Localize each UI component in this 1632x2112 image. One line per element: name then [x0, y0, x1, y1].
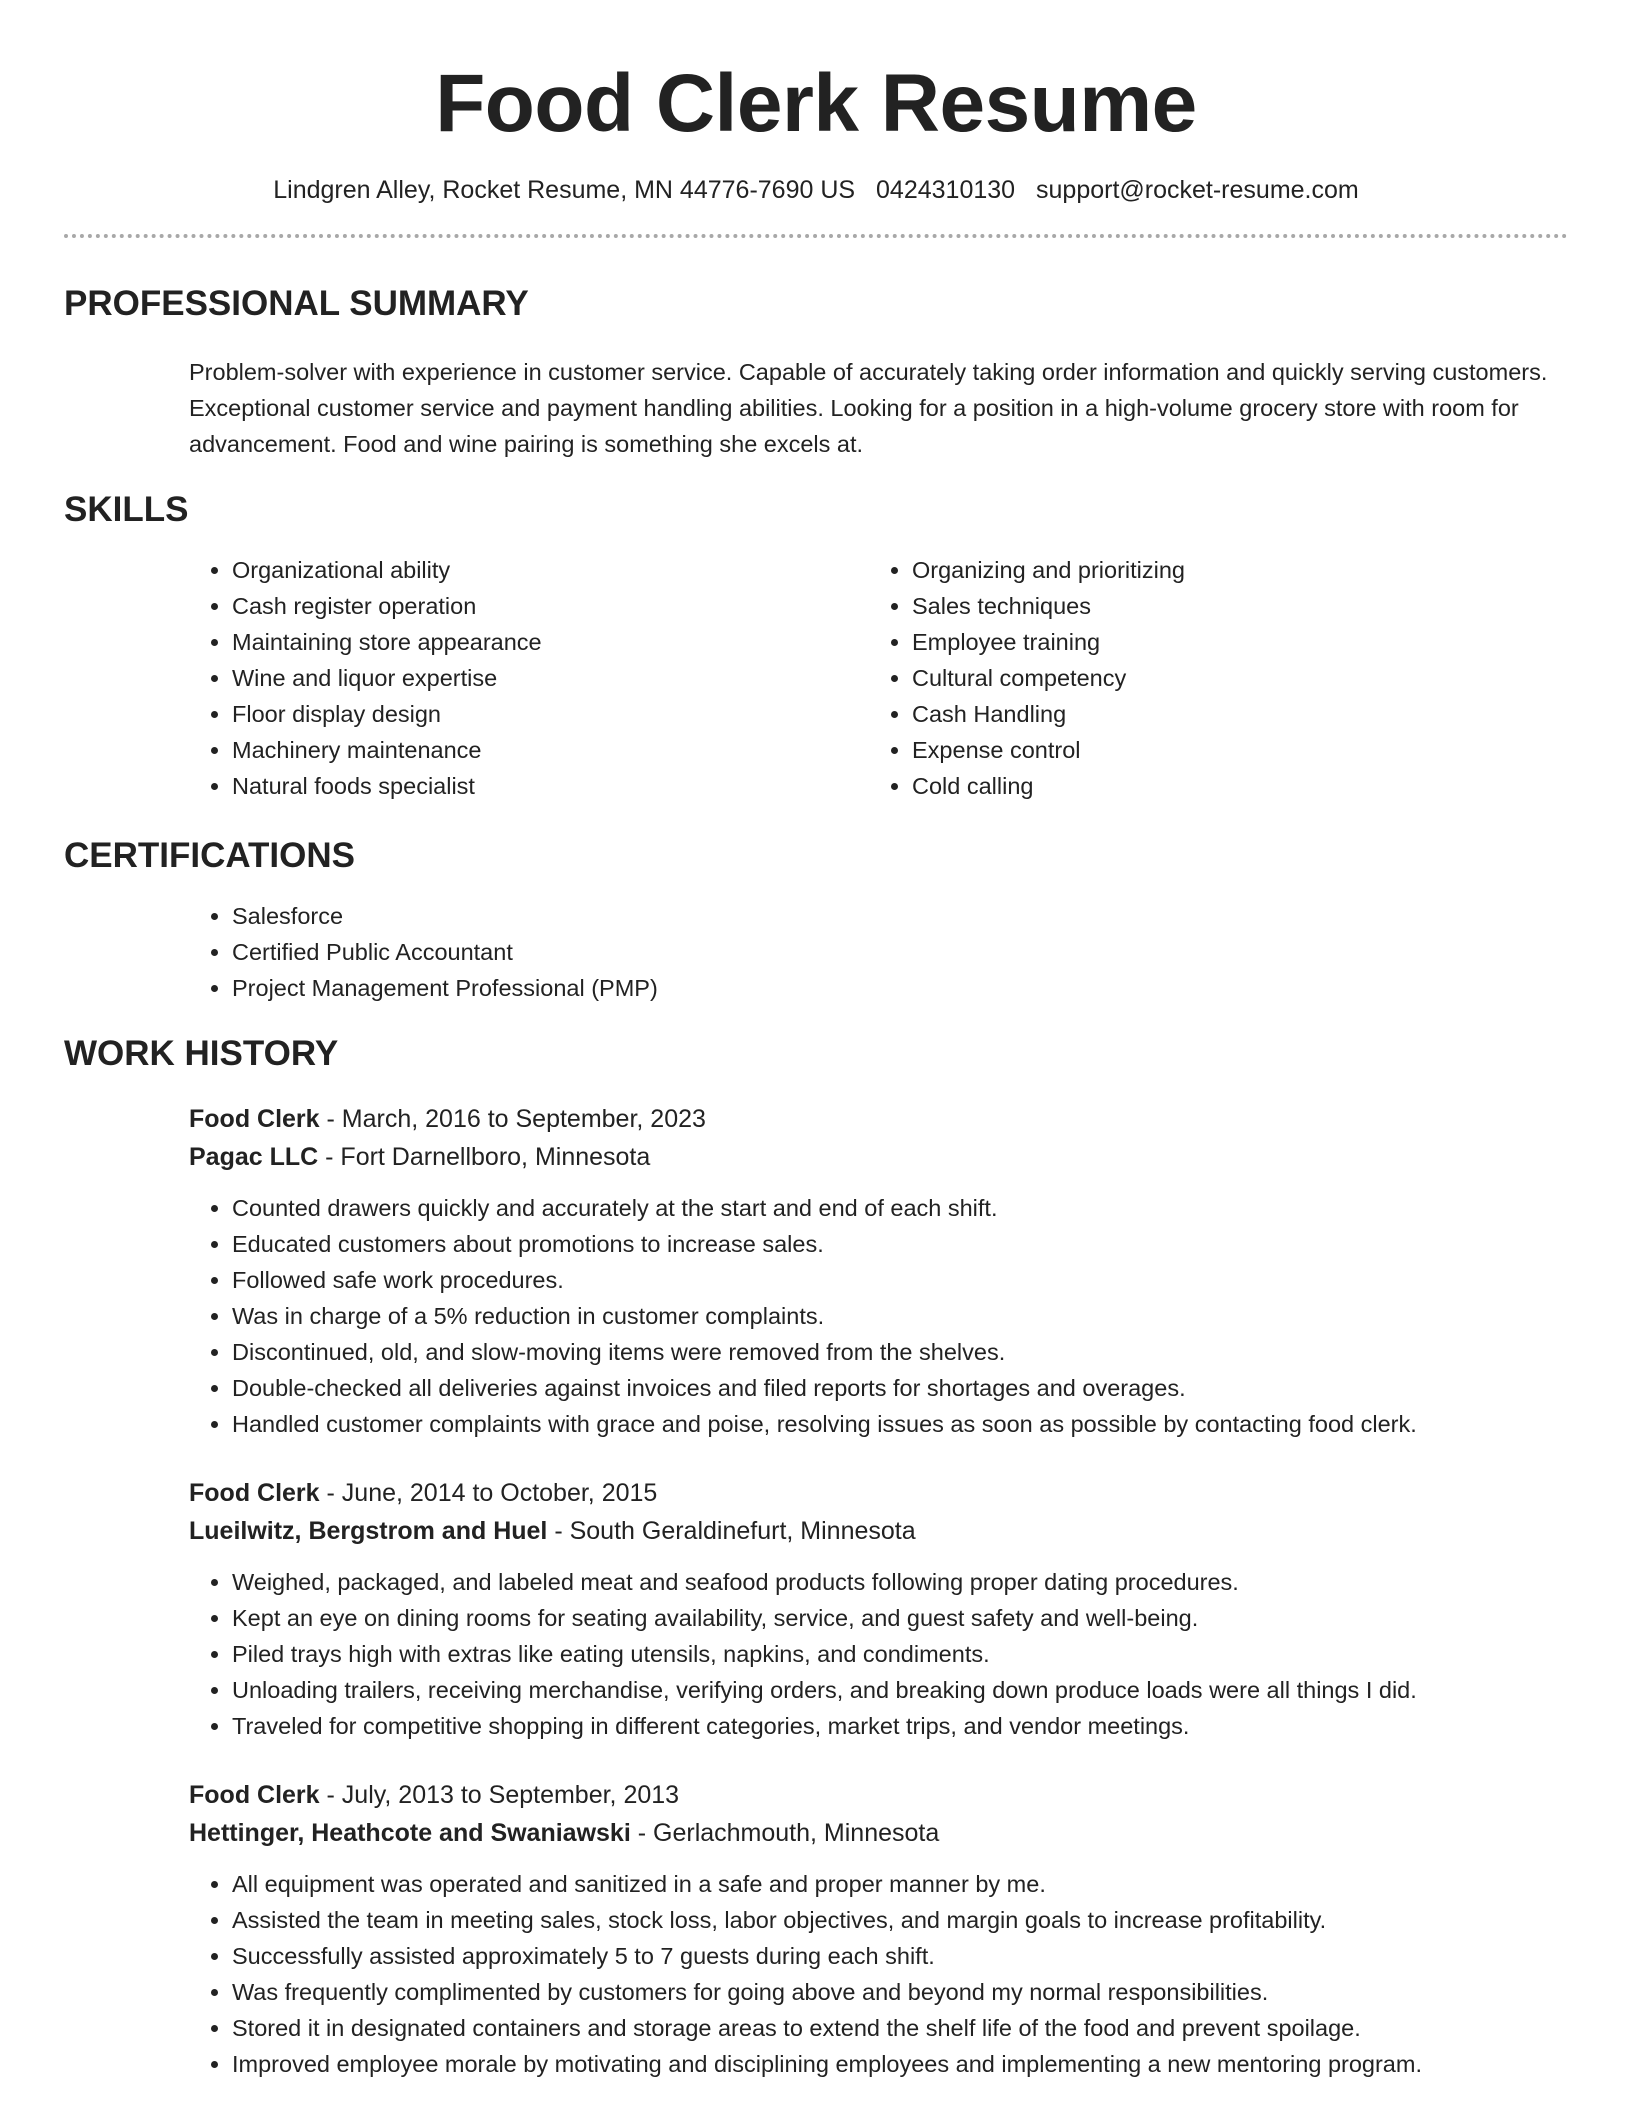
job-title: Food Clerk — [189, 1781, 320, 1809]
job-title: Food Clerk — [189, 1105, 320, 1133]
skill-item: • Sales techniques — [912, 588, 1469, 624]
skill-item: • Cash Handling — [912, 696, 1469, 732]
job-entry — [189, 1474, 1568, 1744]
job-bullet: • Handled customer complaints with grace and poise, resolving issues as soon as possible by contacting food clerk. — [232, 1406, 1568, 1442]
job-company: Lueilwitz, Bergstrom and Huel — [189, 1517, 548, 1545]
skill-item: • Wine and liquor expertise — [232, 660, 869, 696]
job-bullet: • Kept an eye on dining rooms for seating availability, service, and guest safety and well-being. — [232, 1600, 1568, 1636]
job-location: - Fort Darnellboro, Minnesota — [318, 1143, 651, 1171]
certifications-section — [64, 836, 1568, 1006]
job-bullet: • Counted drawers quickly and accurately at the start and end of each shift. — [232, 1190, 1568, 1226]
skill-item: • Natural foods specialist — [232, 768, 869, 804]
job-bullet: • Traveled for competitive shopping in different categories, market trips, and vendor meetings. — [232, 1708, 1568, 1744]
job-bullet: • Weighed, packaged, and labeled meat and seafood products following proper dating procedures. — [232, 1564, 1568, 1600]
job-bullet: • Followed safe work procedures. — [232, 1262, 1568, 1298]
job-company: Hettinger, Heathcote and Swaniawski — [189, 1819, 631, 1847]
contact-phone: 0424310130 — [876, 176, 1016, 204]
certifications-list — [189, 898, 1568, 1006]
job-dates: - March, 2016 to September, 2023 — [319, 1105, 706, 1133]
job-entry — [189, 1776, 1568, 2082]
job-location: - Gerlachmouth, Minnesota — [630, 1819, 940, 1847]
summary-heading: PROFESSIONAL SUMMARY — [64, 284, 529, 323]
skill-item: • Cultural competency — [912, 660, 1469, 696]
skill-item: • Organizational ability — [232, 552, 869, 588]
job-bullet: • Stored it in designated containers and storage areas to extend the shelf life of the food and prevent spoilage. — [232, 2010, 1568, 2046]
job-bullet: • All equipment was operated and sanitized in a safe and proper manner by me. — [232, 1866, 1568, 1902]
skill-item: • Floor display design — [232, 696, 869, 732]
job-title-line — [189, 1100, 1568, 1138]
skill-item: • Maintaining store appearance — [232, 624, 869, 660]
contact-line — [64, 174, 1568, 206]
job-title: Food Clerk — [189, 1479, 320, 1507]
header-divider — [64, 234, 1568, 238]
job-bullets — [189, 1564, 1568, 1744]
skills-section — [64, 490, 1568, 804]
skills-columns — [189, 552, 1568, 804]
job-bullet: • Unloading trailers, receiving merchandise, verifying orders, and breaking down produce loads were all things I did. — [232, 1672, 1568, 1708]
job-title-line — [189, 1474, 1568, 1512]
work-history-section — [64, 1034, 1568, 2082]
job-bullet: • Successfully assisted approximately 5 to 7 guests during each shift. — [232, 1938, 1568, 1974]
skills-column-left — [189, 552, 869, 804]
contact-address: Lindgren Alley, Rocket Resume, MN 44776-7690 US — [273, 176, 856, 204]
summary-text: Problem-solver with experience in customer service. Capable of accurately taking order information and quickly serving customers. Exceptional customer service and payment handling abilities. Looking for a position in a high-volume grocery store with room for advancement. Food and wine pairing is something she excels at. — [189, 359, 1548, 457]
job-bullet: • Was frequently complimented by customers for going above and beyond my normal responsibilities. — [232, 1974, 1568, 2010]
skill-item: • Expense control — [912, 732, 1469, 768]
job-company-line — [189, 1512, 1568, 1550]
job-company-line — [189, 1814, 1568, 1852]
work-history-heading: WORK HISTORY — [64, 1034, 339, 1073]
skills-heading: SKILLS — [64, 490, 189, 529]
skills-list-right — [869, 552, 1469, 804]
job-entry — [189, 1100, 1568, 1442]
job-bullet: • Improved employee morale by motivating and disciplining employees and implementing a new mentoring program. — [232, 2046, 1568, 2082]
summary-section — [64, 284, 1568, 462]
job-bullets — [189, 1866, 1568, 2082]
job-company: Pagac LLC — [189, 1143, 319, 1171]
skill-item: • Machinery maintenance — [232, 732, 869, 768]
job-bullet: • Educated customers about promotions to increase sales. — [232, 1226, 1568, 1262]
skills-column-right — [869, 552, 1469, 804]
job-dates: - July, 2013 to September, 2013 — [319, 1781, 680, 1809]
job-bullets — [189, 1190, 1568, 1442]
job-location: - South Geraldinefurt, Minnesota — [547, 1517, 916, 1545]
skill-item: • Employee training — [912, 624, 1469, 660]
certification-item: • Salesforce — [232, 898, 1568, 934]
certifications-heading: CERTIFICATIONS — [64, 836, 356, 875]
job-company-line — [189, 1138, 1568, 1176]
job-dates: - June, 2014 to October, 2015 — [319, 1479, 658, 1507]
skill-item: • Cold calling — [912, 768, 1469, 804]
job-bullet: • Discontinued, old, and slow-moving items were removed from the shelves. — [232, 1334, 1568, 1370]
page-title: Food Clerk Resume — [435, 58, 1197, 149]
contact-email: support@rocket-resume.com — [1036, 176, 1359, 204]
skills-list-left — [189, 552, 869, 804]
certifications-list-wrap — [189, 898, 1568, 1006]
job-bullet: • Was in charge of a 5% reduction in customer complaints. — [232, 1298, 1568, 1334]
certification-item: • Project Management Professional (PMP) — [232, 970, 1568, 1006]
skill-item: • Organizing and prioritizing — [912, 552, 1469, 588]
job-bullet: • Assisted the team in meeting sales, stock loss, labor objectives, and margin goals to increase profitability. — [232, 1902, 1568, 1938]
certification-item: • Certified Public Accountant — [232, 934, 1568, 970]
job-bullet: • Double-checked all deliveries against invoices and filed reports for shortages and overages. — [232, 1370, 1568, 1406]
skill-item: • Cash register operation — [232, 588, 869, 624]
job-title-line — [189, 1776, 1568, 1814]
job-bullet: • Piled trays high with extras like eating utensils, napkins, and condiments. — [232, 1636, 1568, 1672]
